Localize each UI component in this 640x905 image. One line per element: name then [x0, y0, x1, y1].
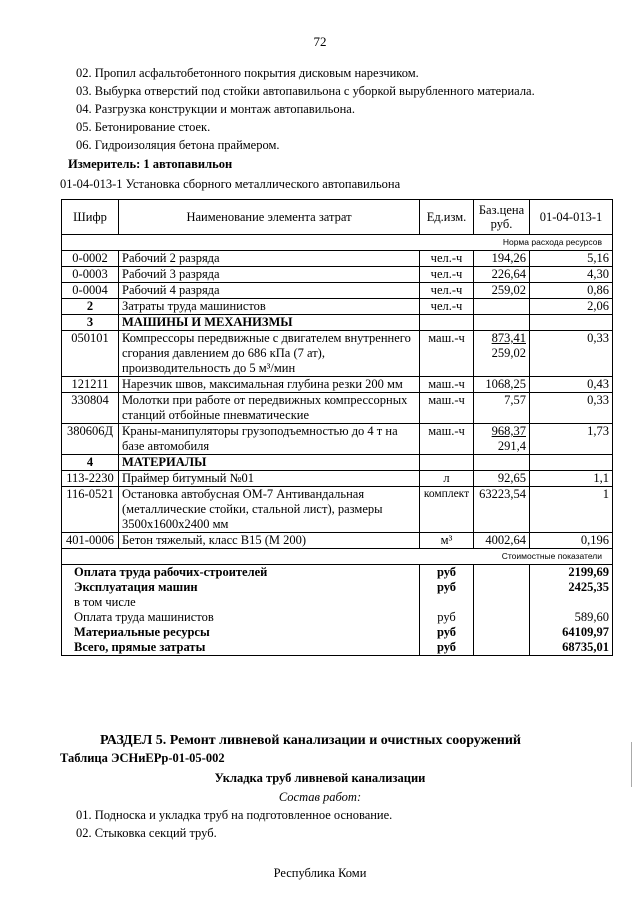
table-row	[62, 455, 613, 471]
total-row	[62, 610, 613, 625]
row-norm: 2,06	[530, 299, 613, 315]
row-norm	[530, 315, 613, 331]
row-name: Нарезчик швов, максимальная глубина резки 200 мм	[119, 377, 420, 393]
table-row	[62, 377, 613, 393]
row-unit: м³	[420, 533, 474, 549]
row-norm: 0,86	[530, 283, 613, 299]
work-item: 06. Гидроизоляция бетона праймером.	[76, 138, 280, 152]
table-row	[62, 424, 613, 455]
row-norm: 0,196	[530, 533, 613, 549]
row-norm: 1,1	[530, 471, 613, 487]
total-empty	[474, 595, 530, 610]
header-name: Наименование элемента затрат	[119, 200, 420, 235]
page-number: 72	[313, 34, 327, 49]
resource-table	[61, 199, 613, 656]
row-price	[474, 315, 530, 331]
row-norm: 1	[530, 487, 613, 533]
row-name: Рабочий 3 разряда	[119, 267, 420, 283]
total-unit: руб	[420, 610, 474, 625]
row-norm: 4,30	[530, 267, 613, 283]
total-value: 589,60	[530, 610, 613, 625]
row-name: Краны-манипуляторы грузоподъемностью до 4 т на базе автомобиля	[119, 424, 420, 455]
row-price: 4002,64	[474, 533, 530, 549]
row-price	[474, 455, 530, 471]
row-price-machinist: 291,4	[497, 439, 526, 453]
table-row	[62, 471, 613, 487]
row-code: 0-0004	[62, 283, 119, 299]
header-price-line2: руб.	[490, 217, 513, 231]
total-empty	[474, 610, 530, 625]
row-price: 194,26	[474, 251, 530, 267]
header-norm: 01-04-013-1	[530, 200, 613, 235]
cost-caption-row	[62, 549, 613, 565]
row-code: 0-0002	[62, 251, 119, 267]
table-header-row	[62, 200, 613, 235]
total-value	[530, 595, 613, 610]
row-unit: маш.-ч	[420, 331, 474, 377]
total-value: 64109,97	[530, 625, 613, 640]
row-price: 63223,54	[474, 487, 530, 533]
table-row	[62, 283, 613, 299]
total-label: Всего, прямые затраты	[62, 640, 420, 656]
total-row	[62, 640, 613, 656]
row-code: 2	[62, 299, 119, 315]
total-row	[62, 595, 613, 610]
total-unit: руб	[420, 625, 474, 640]
row-price	[474, 299, 530, 315]
total-value: 2425,35	[530, 580, 613, 595]
work-item: 02. Стыковка секций труб.	[76, 826, 217, 840]
row-name: Компрессоры передвижные с двигателем внутреннего сгорания давлением до 686 кПа (7 ат), производительность до 5 м³/мин	[119, 331, 420, 377]
row-code: 330804	[62, 393, 119, 424]
table-row	[62, 299, 613, 315]
row-unit: чел.-ч	[420, 299, 474, 315]
cost-caption: Стоимостные показатели	[62, 549, 613, 565]
table-row	[62, 267, 613, 283]
header-price-line1: Баз.цена	[478, 203, 525, 217]
header-code: Шифр	[62, 200, 119, 235]
measurer: Измеритель: 1 автопавильон	[68, 157, 233, 171]
total-empty	[474, 580, 530, 595]
norm-code-title: 01-04-013-1 Установка сборного металлического автопавильона	[60, 177, 401, 191]
row-code: 4	[62, 455, 119, 471]
row-unit: чел.-ч	[420, 267, 474, 283]
row-code: 113-2230	[62, 471, 119, 487]
row-name: МАШИНЫ И МЕХАНИЗМЫ	[119, 315, 420, 331]
row-code: 0-0003	[62, 267, 119, 283]
row-price-machinist: 259,02	[491, 346, 526, 360]
total-row	[62, 565, 613, 581]
row-unit: л	[420, 471, 474, 487]
row-name: Праймер битумный №01	[119, 471, 420, 487]
total-empty	[474, 565, 530, 581]
total-value: 68735,01	[530, 640, 613, 656]
row-unit: чел.-ч	[420, 251, 474, 267]
total-label: Материальные ресурсы	[62, 625, 420, 640]
norm-caption-row	[62, 235, 613, 251]
table-row	[62, 331, 613, 377]
row-norm: 5,16	[530, 251, 613, 267]
row-norm: 1,73	[530, 424, 613, 455]
work-item: 05. Бетонирование стоек.	[76, 120, 211, 134]
row-price: 7,57	[474, 393, 530, 424]
footer: Республика Коми	[273, 866, 367, 880]
header-unit: Ед.изм.	[420, 200, 474, 235]
scan-margin-mark	[631, 742, 640, 787]
row-price: 92,65	[474, 471, 530, 487]
row-unit: маш.-ч	[420, 393, 474, 424]
total-unit: руб	[420, 565, 474, 581]
row-price: 873,41	[491, 331, 526, 345]
subtitle: Укладка труб ливневой канализации	[214, 771, 426, 785]
total-value: 2199,69	[530, 565, 613, 581]
row-name: Остановка автобусная ОМ-7 Антивандальная (металлические стойки, стальной лист), размеры 3500х1600х2400 мм	[119, 487, 420, 533]
composition-caption: Состав работ:	[278, 790, 362, 804]
row-unit: маш.-ч	[420, 377, 474, 393]
row-code: 116-0521	[62, 487, 119, 533]
row-unit: маш.-ч	[420, 424, 474, 455]
row-price: 259,02	[474, 283, 530, 299]
row-name: МАТЕРИАЛЫ	[119, 455, 420, 471]
row-unit	[420, 315, 474, 331]
row-name: Бетон тяжелый, класс В15 (М 200)	[119, 533, 420, 549]
row-norm: 0,33	[530, 331, 613, 377]
row-price: 226,64	[474, 267, 530, 283]
row-unit: комплект	[420, 487, 474, 533]
total-empty	[474, 625, 530, 640]
row-code: 380606Д	[62, 424, 119, 455]
total-unit: руб	[420, 580, 474, 595]
row-code: 3	[62, 315, 119, 331]
table-row	[62, 487, 613, 533]
row-norm: 0,33	[530, 393, 613, 424]
row-price: 1068,25	[474, 377, 530, 393]
norm-caption: Норма расхода ресурсов	[62, 235, 613, 251]
table-row	[62, 315, 613, 331]
table-name: Таблица ЭСНиЕРр-01-05-002	[60, 751, 225, 765]
header-price	[474, 200, 530, 235]
section-title: РАЗДЕЛ 5. Ремонт ливневой канализации и очистных сооружений	[100, 733, 521, 748]
total-label: Оплата труда рабочих-строителей	[62, 565, 420, 581]
row-unit: чел.-ч	[420, 283, 474, 299]
row-code: 401-0006	[62, 533, 119, 549]
row-code: 121211	[62, 377, 119, 393]
total-label: Оплата труда машинистов	[62, 610, 420, 625]
work-item: 01. Поднoска и укладка труб на подготовленное основание.	[76, 808, 393, 822]
table-row	[62, 251, 613, 267]
work-item: 04. Разгрузка конструкции и монтаж автопавильона.	[76, 102, 355, 116]
total-empty	[474, 640, 530, 656]
table-row	[62, 533, 613, 549]
total-label: Эксплуатация машин	[62, 580, 420, 595]
total-row	[62, 580, 613, 595]
row-name: Молотки при работе от передвижных компрессорных станций отбойные пневматические	[119, 393, 420, 424]
row-code: 050101	[62, 331, 119, 377]
row-name: Рабочий 4 разряда	[119, 283, 420, 299]
row-name: Затраты труда машинистов	[119, 299, 420, 315]
work-item: 03. Выбурка отверстий под стойки автопавильона с уборкой вырубленного материала.	[76, 84, 535, 98]
total-label: в том числе	[62, 595, 420, 610]
row-norm	[530, 455, 613, 471]
row-norm: 0,43	[530, 377, 613, 393]
work-item: 02. Пропил асфальтобетонного покрытия дисковым нарезчиком.	[76, 66, 419, 80]
table-row	[62, 393, 613, 424]
total-row	[62, 625, 613, 640]
row-price-cell	[474, 424, 530, 455]
row-price-cell	[474, 331, 530, 377]
row-unit	[420, 455, 474, 471]
row-name: Рабочий 2 разряда	[119, 251, 420, 267]
total-unit: руб	[420, 640, 474, 656]
row-price: 968,37	[491, 424, 526, 438]
total-unit	[420, 595, 474, 610]
